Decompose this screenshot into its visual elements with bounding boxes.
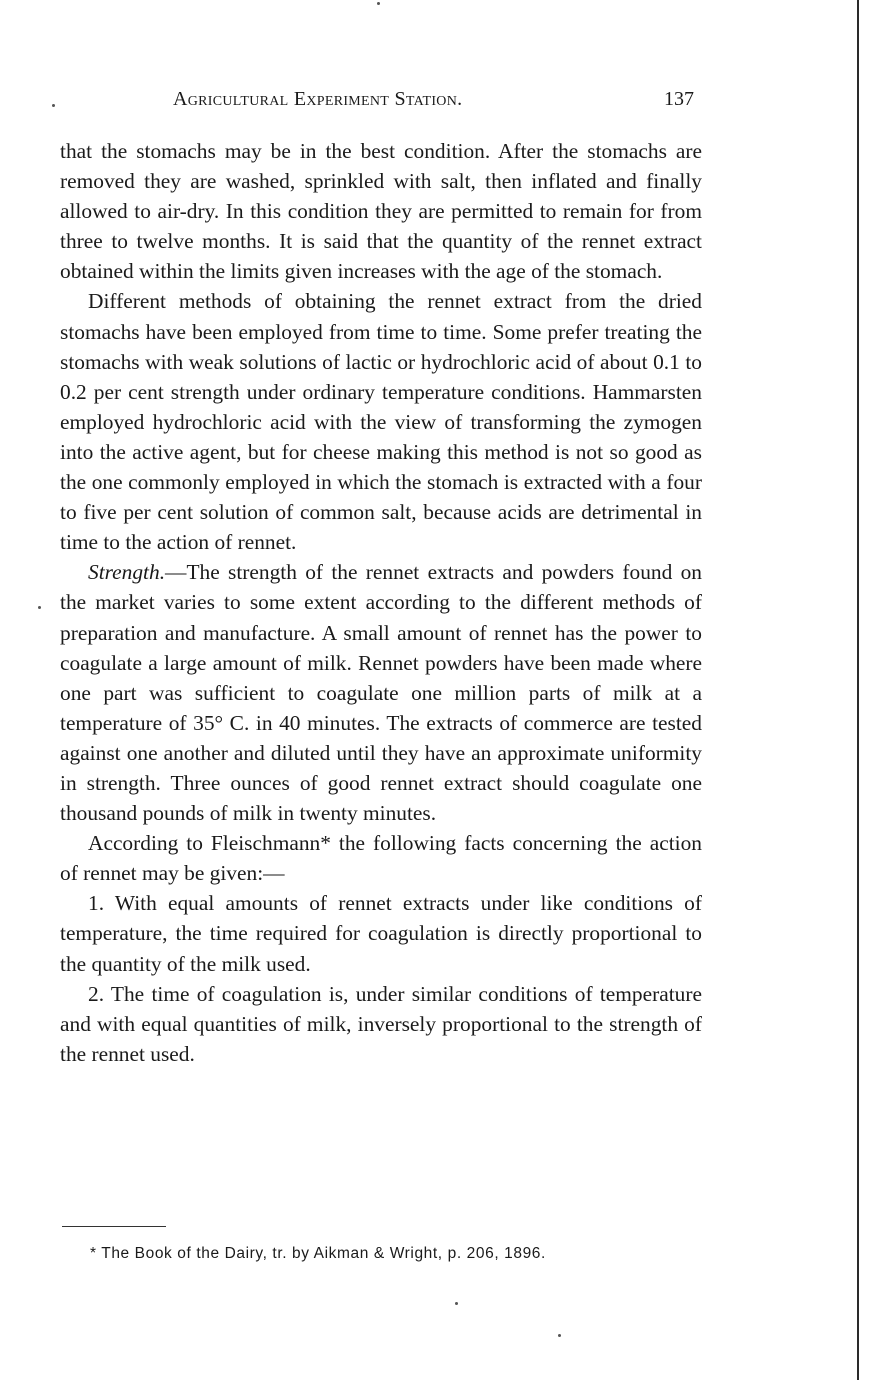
paragraph-text: According to Fleischmann* the following facts concerning the action of rennet may be given:— [60, 831, 702, 886]
paragraph-text: Different methods of obtaining the rennet extract from the dried stomachs have been employed from time to time. Some prefer treating the stomachs with weak solutions of lactic or hydrochloric acid of about 0.1 to 0.2 per cent strength under ordinary temperature conditions. Hammarsten employed hydrochloric acid with the view of transforming the zymogen into the active agent, but for cheese making this method is not so good as the one commonly employed in which the stomach is extracted with a four to five per cent solution of common salt, because acids are detrimental in time to the action of rennet. [60, 289, 702, 555]
list-item-2 [60, 979, 702, 1069]
paragraph-extraction-methods [60, 286, 702, 557]
page-number: 137 [664, 88, 694, 110]
print-speck [558, 1334, 561, 1337]
paragraph-text: 2. The time of coagulation is, under similar conditions of temperature and with equal quantities of milk, inversely proportional to the strength of the rennet used. [60, 981, 702, 1066]
paragraph-continuation [60, 136, 702, 286]
page-edge [857, 0, 859, 1380]
body-text [60, 136, 702, 1069]
paragraph-strength [60, 557, 702, 828]
section-lead: Strength. [88, 560, 166, 585]
print-speck [377, 2, 380, 5]
paragraph-fleischmann [60, 828, 702, 888]
print-speck [455, 1302, 458, 1305]
footnote: * The Book of the Dairy, tr. by Aikman & Wright, p. 206, 1896. [90, 1245, 546, 1262]
print-speck [38, 606, 41, 609]
page-header [60, 88, 700, 114]
paragraph-text: —The strength of the rennet extracts and powders found on the market varies to some extent according to the different methods of preparation and manufacture. A small amount of rennet has the power to coagulate a large amount of milk. Rennet powders have been made where one part was sufficient to coagulate one million parts of milk at a temperature of 35° C. in 40 minutes. The extracts of commerce are tested against one another and diluted until they have an approximate uniformity in strength. Three ounces of good rennet extract should coagulate one thousand pounds of milk in twenty minutes. [60, 560, 702, 826]
footnote-rule [62, 1226, 166, 1227]
print-speck [52, 104, 55, 107]
running-head: Agricultural Experiment Station. [173, 88, 463, 110]
paragraph-text: that the stomachs may be in the best condition. After the stomachs are removed they are washed, sprinkled with salt, then inflated and finally allowed to air-dry. In this condition they are permitted to remain for from three to twelve months. It is said that the quantity of the rennet extract obtained within the limits given increases with the age of the stomach. [60, 139, 702, 284]
list-item-1 [60, 888, 702, 978]
paragraph-text: 1. With equal amounts of rennet extracts under like conditions of temperature, the time required for coagulation is directly proportional to the quantity of the milk used. [60, 891, 702, 976]
